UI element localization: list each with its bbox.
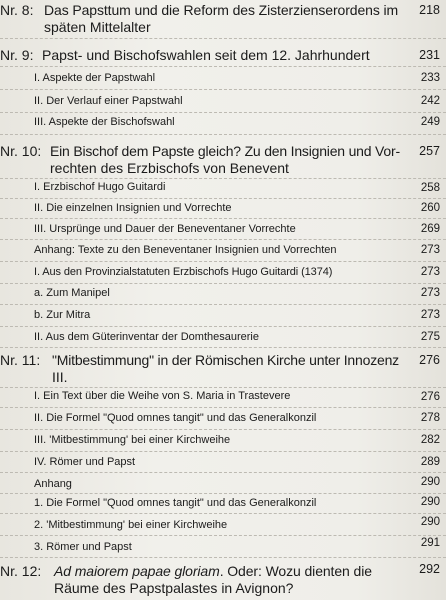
dotted-rule <box>0 283 446 284</box>
dotted-rule <box>0 178 446 179</box>
page-number: 291 <box>420 537 440 549</box>
dotted-rule <box>0 513 446 514</box>
section-title: 3. Römer und Papst <box>34 541 132 553</box>
page-number: 276 <box>420 391 440 403</box>
chapter-title-line: Räume des Papstpalastes in Avignon? <box>54 580 294 596</box>
page-number: 289 <box>420 456 440 468</box>
page-number: 249 <box>420 116 440 128</box>
section-title: I. Aus den Provinzialstatuten Erzbischofs Hugo Guitardi (1374) <box>34 266 333 278</box>
section-title: 1. Die Formel "Quod omnes tangit" und das Generalkonzil <box>34 497 317 509</box>
chapter-title-line: rechten des Erzbischofs von Benevent <box>50 160 289 176</box>
chapter-title-line: Papst- und Bischofswahlen seit dem 12. Jahrhundert <box>42 47 370 63</box>
chapter-number: Nr. 8: <box>0 2 34 18</box>
page-number: 269 <box>420 223 440 235</box>
section-title: a. Zum Manipel <box>34 287 110 299</box>
chapter-number: Nr. 10: <box>0 143 42 159</box>
page-number: 233 <box>420 72 440 84</box>
section-title: b. Zur Mitra <box>34 309 91 321</box>
page-number: 273 <box>420 244 440 256</box>
section-title: IV. Römer und Papst <box>34 456 136 468</box>
dotted-rule <box>0 347 446 348</box>
dotted-rule <box>0 112 446 113</box>
dotted-rule <box>0 218 446 219</box>
dotted-rule <box>0 261 446 262</box>
dotted-rule <box>0 557 446 558</box>
page-number: 275 <box>420 331 440 343</box>
dotted-rule <box>0 134 446 135</box>
chapter-title-line: Ein Bischof dem Papste gleich? Zu den Insignien und Vor- <box>50 143 400 159</box>
dotted-rule <box>0 407 446 408</box>
section-title: I. Erzbischof Hugo Guitardi <box>34 181 166 193</box>
section-title: Anhang <box>34 478 72 490</box>
section-title: I. Ein Text über die Weihe von S. Maria in Trastevere <box>34 390 291 402</box>
chapter-title-line: späten Mittelalter <box>44 19 151 35</box>
page-number: 273 <box>420 287 440 299</box>
page-number: 273 <box>420 266 440 278</box>
page-number: 218 <box>419 3 440 17</box>
dotted-rule <box>0 326 446 327</box>
page-number: 276 <box>419 353 440 367</box>
dotted-rule <box>0 535 446 536</box>
page-number: 273 <box>420 309 440 321</box>
page-number: 290 <box>420 496 440 508</box>
chapter-title-line: Das Papsttum und die Reform des Zisterzienserordens im <box>44 2 399 18</box>
dotted-rule <box>0 472 446 473</box>
section-title: Anhang: Texte zu den Beneventaner Insignien und Vorrechten <box>34 244 337 256</box>
section-title: 2. 'Mitbestimmung' bei einer Kirchweihe <box>34 519 228 531</box>
page-number: 257 <box>419 144 440 158</box>
section-title: II. Der Verlauf einer Papstwahl <box>34 95 183 107</box>
section-title: II. Aus dem Güterinventar der Domthesaurerie <box>34 331 259 343</box>
section-title: III. 'Mitbestimmung' bei einer Kirchweihe <box>34 434 231 446</box>
chapter-title-line: III. <box>52 369 68 385</box>
chapter-title-line: Ad maiorem papae gloriam. Oder: Wozu dienten die <box>54 563 372 579</box>
page-number: 242 <box>420 95 440 107</box>
page-number: 290 <box>420 476 440 488</box>
page-number: 260 <box>420 202 440 214</box>
section-title: III. Ursprünge und Dauer der Beneventaner Vorrechte <box>34 223 296 235</box>
page-number: 278 <box>420 412 440 424</box>
chapter-number: Nr. 9: <box>0 47 34 63</box>
section-title: III. Aspekte der Bischofswahl <box>34 116 175 128</box>
section-title: II. Die einzelnen Insignien und Vorrechte <box>34 202 232 214</box>
dotted-rule <box>0 89 446 90</box>
dotted-rule <box>0 239 446 240</box>
dotted-rule <box>0 38 446 39</box>
dotted-rule <box>0 493 446 494</box>
dotted-rule <box>0 387 446 388</box>
dotted-rule <box>0 66 446 67</box>
section-title: II. Die Formel "Quod omnes tangit" und das Generalkonzil <box>34 412 317 424</box>
page-number: 290 <box>420 516 440 528</box>
chapter-number: Nr. 11: <box>0 352 41 368</box>
page-number: 231 <box>419 48 440 62</box>
dotted-rule <box>0 198 446 199</box>
page-number: 258 <box>420 182 440 194</box>
dotted-rule <box>0 304 446 305</box>
chapter-number: Nr. 12: <box>0 563 42 579</box>
page-number: 292 <box>419 562 440 576</box>
dotted-rule <box>0 429 446 430</box>
page-number: 282 <box>420 434 440 446</box>
chapter-title-line: "Mitbestimmung" in der Römischen Kirche unter Innozenz <box>52 352 399 368</box>
dotted-rule <box>0 451 446 452</box>
section-title: I. Aspekte der Papstwahl <box>34 72 156 84</box>
